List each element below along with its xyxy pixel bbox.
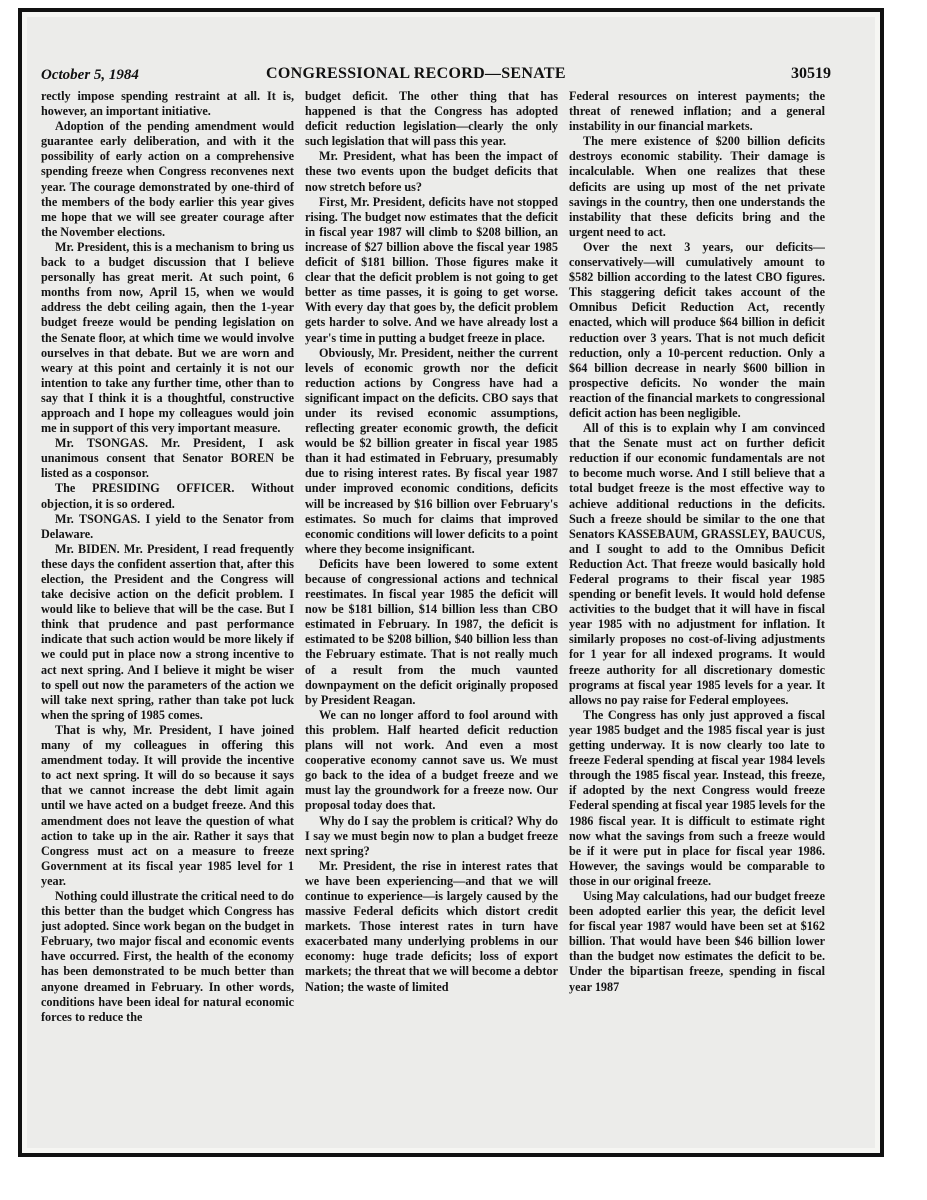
paragraph: The mere existence of $200 billion deficits destroys economic stability. Their damage is incalculable. When one realizes that these deficits are using up most of the net private savings in the country, then one understands the instability that these deficits bring and the urgent need to act. bbox=[569, 134, 825, 239]
page-header bbox=[41, 65, 831, 87]
paragraph: First, Mr. President, deficits have not stopped rising. The budget now estimates that the deficit in fiscal year 1987 will climb to $208 billion, an increase of $27 billion above the fiscal year 1985 deficit of $181 billion. Those figures make it clear that the deficit problem is not going to get better as time passes, it is going to get worse. With every day that goes by, the deficit problem gets harder to solve. And we have already lost a year's time in putting a budget freeze in place. bbox=[305, 194, 558, 345]
header-title: CONGRESSIONAL RECORD—SENATE bbox=[266, 65, 566, 82]
paragraph: Adoption of the pending amendment would guarantee early deliberation, and with it the possibility of early action on a comprehensive spending freeze when Congress reconvenes next year. The courage demonstrated by one-third of the members of the body earlier this year gives me hope that we will see greater courage after the November elections. bbox=[41, 119, 294, 239]
paragraph: Mr. TSONGAS. I yield to the Senator from Delaware. bbox=[41, 511, 294, 541]
text-columns bbox=[41, 89, 825, 1054]
paragraph: Federal resources on interest payments; the threat of renewed inflation; and a general instability in our financial markets. bbox=[569, 89, 825, 134]
paragraph: All of this is to explain why I am convinced that the Senate must act on further deficit reduction if our economic fundamentals are not to become much worse. And I still believe that a total budget freeze is the most effective way to achieve additional reductions in the deficits. Such a freeze should be similar to the one that Senators KASSEBAUM, GRASSLEY, BAUCUS, and I sought to add to the Omnibus Deficit Reduction Act. That freeze would basically hold Federal programs to their fiscal year 1985 spending or benefit levels. It would hold defense activities to the budget that it will have in fiscal year 1985 with no adjustment for inflation. It similarly proposes no cost-of-living adjustments for 1 year for all indexed programs. It would freeze authority for all discretionary domestic programs at fiscal year 1985 levels for a year. It allows no pay raise for Federal employees. bbox=[569, 421, 825, 707]
paragraph: rectly impose spending restraint at all. It is, however, an important initiative. bbox=[41, 89, 294, 119]
paragraph: Over the next 3 years, our deficits—conservatively—will cumulatively amount to $582 billion according to the latest CBO figures. This staggering deficit takes account of the Omnibus Deficit Reduction Act, recently enacted, which will produce $64 billion in deficit reduction over 3 years. That is not much deficit reduction, only a 10-percent reduction. Only a $64 billion decrease in nearly $600 billion in prospective deficits. No wonder the main reaction of the financial markets to congressional deficit action has been negligible. bbox=[569, 239, 825, 420]
paragraph: Mr. BIDEN. Mr. President, I read frequently these days the confident assertion that, after this election, the President and the Congress will take decisive action on the deficit problem. I would like to believe that will be the case. But I think that prudence and past performance indicate that such action would be more likely if we could put in place now a strong incentive to act next spring. And I believe it might be wiser to spell out now the parameters of the action we will take next spring, rather than take pot luck when the spring of 1985 comes. bbox=[41, 541, 294, 722]
paragraph: Mr. President, this is a mechanism to bring us back to a budget discussion that I believe personally has great merit. At such point, 6 months from now, April 15, when we would address the debt ceiling again, then the 1-year budget freeze would be pending legislation on the Senate floor, at which time we would involve ourselves in that debate. But we are worn and weary at this point and certainly it is not our intention to take any further time, other than to say that I think it is a thoughtful, constructive approach and I hope my colleagues would join me in support of this very important measure. bbox=[41, 239, 294, 436]
column-1 bbox=[41, 89, 294, 1054]
paragraph: We can no longer afford to fool around with this problem. Half hearted deficit reduction plans will not work. And even a most cooperative economy cannot save us. We must go back to the idea of a budget freeze and we must lay the groundwork for a freeze now. Our proposal today does that. bbox=[305, 707, 558, 813]
paragraph: The PRESIDING OFFICER. Without objection, it is so ordered. bbox=[41, 481, 294, 511]
paragraph: Why do I say the problem is critical? Why do I say we must begin now to plan a budget freeze next spring? bbox=[305, 813, 558, 858]
paragraph: budget deficit. The other thing that has happened is that the Congress has adopted deficit reduction legislation—clearly the only such legislation that will pass this year. bbox=[305, 89, 558, 149]
paragraph: Nothing could illustrate the critical need to do this better than the budget which Congress has just adopted. Since work began on the budget in February, two major fiscal and economic events have occurred. First, the health of the economy has been demonstrated to be much better than anyone dreamed in February. In other words, conditions have been ideal for natural economic forces to reduce the bbox=[41, 888, 294, 1024]
header-page-number: 30519 bbox=[791, 65, 831, 82]
column-2 bbox=[305, 89, 558, 1054]
paragraph: Obviously, Mr. President, neither the current levels of economic growth nor the deficit reduction actions by Congress have had a significant impact on the deficits. CBO says that under its revised economic assumptions, reflecting greater economic growth, the deficit would be $2 billion greater in fiscal year 1985 than it had estimated in February, presumably due to rising interest rates. By fiscal year 1987 under improved economic conditions, deficits will be increased by $16 billion over February's estimates. So much for claims that improved economic conditions will lower deficits to a point where they become insignificant. bbox=[305, 345, 558, 556]
paragraph: Using May calculations, had our budget freeze been adopted earlier this year, the deficit level for fiscal year 1987 would have been set at $162 billion. That would have been $46 billion lower than the budget now estimates the deficit to be. Under the bipartisan freeze, spending in fiscal year 1987 bbox=[569, 888, 825, 994]
paragraph: Mr. President, the rise in interest rates that we have been experiencing—and that we will continue to experience—is largely caused by the massive Federal deficits which distort credit markets. Those interest rates in turn have exacerbated many underlying problems in our economy: huge trade deficits; loss of export markets; the threat that we will become a debtor Nation; the waste of limited bbox=[305, 858, 558, 994]
paragraph: The Congress has only just approved a fiscal year 1985 budget and the 1985 fiscal year is just getting underway. It is now clearly too late to freeze Federal spending at fiscal year 1984 levels through the 1985 fiscal year. Instead, this freeze, if adopted by the next Congress would freeze Federal spending at fiscal year 1985 levels for the 1986 fiscal year. It is difficult to estimate right now what the savings from such a freeze would be if it were put in place for fiscal year 1986. However, the savings would be comparable to those in our original freeze. bbox=[569, 707, 825, 888]
document-sheet bbox=[27, 17, 875, 1148]
page-frame bbox=[18, 8, 884, 1157]
paragraph: That is why, Mr. President, I have joined many of my colleagues in offering this amendment today. It will provide the incentive to act next spring. It will do so because it says that we cannot increase the debt limit again until we have acted on a budget freeze. And this amendment does not leave the question of what action to take up in the air. Rather it says that Congress must act on a measure to freeze Government at its fiscal year 1985 level for 1 year. bbox=[41, 722, 294, 888]
paragraph: Mr. TSONGAS. Mr. President, I ask unanimous consent that Senator BOREN be listed as a cosponsor. bbox=[41, 436, 294, 481]
column-3 bbox=[569, 89, 825, 1054]
header-date: October 5, 1984 bbox=[41, 67, 139, 83]
paragraph: Mr. President, what has been the impact of these two events upon the budget deficits that now stretch before us? bbox=[305, 149, 558, 194]
paragraph: Deficits have been lowered to some extent because of congressional actions and technical reestimates. In fiscal year 1985 the deficit will now be $181 billion, $14 billion less than CBO estimated in February. In 1987, the deficit is estimated to be $208 billion, $40 billion less than the February estimate. That is not really much of a result from the much vaunted downpayment on the deficit originally proposed by President Reagan. bbox=[305, 556, 558, 707]
